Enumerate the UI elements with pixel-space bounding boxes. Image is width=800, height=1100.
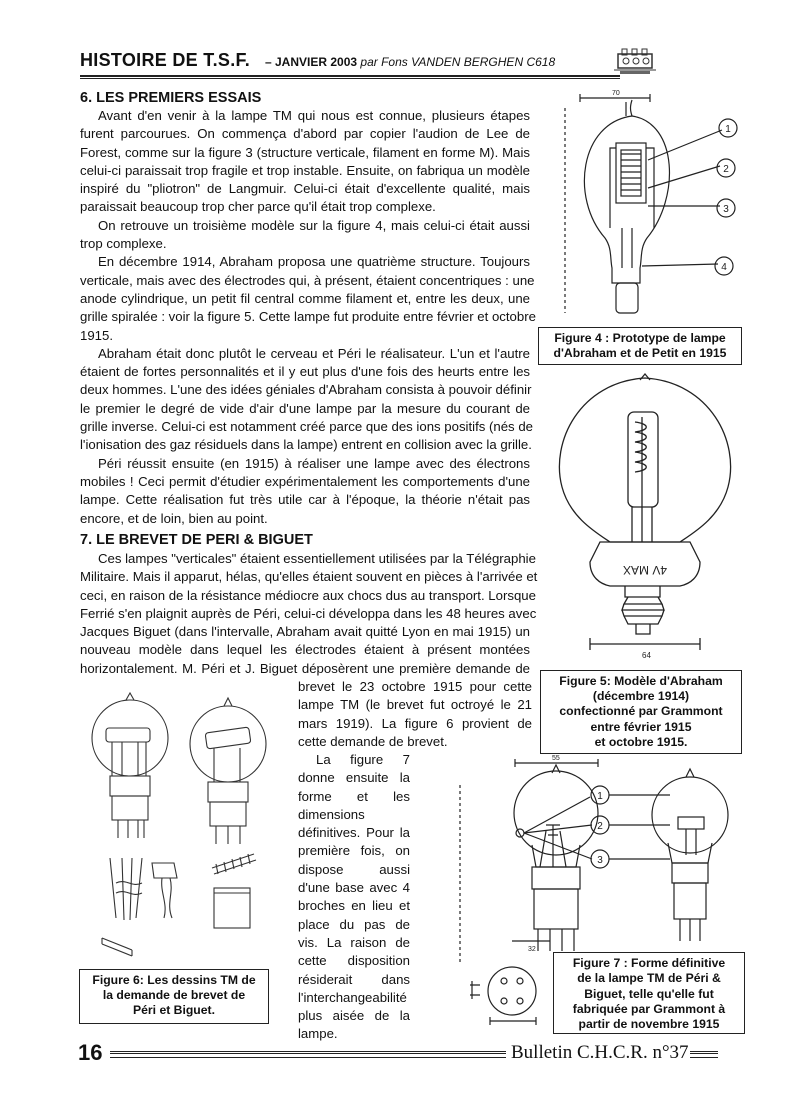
text-line: le premier le degré de vide d'air d'une lampe par la mesure du courant de [80,400,530,416]
figure-6-drawing [82,688,292,956]
figure-7-dim-base: 32 [528,946,536,953]
figure-4-callout-3: 3 [723,204,729,215]
text-line: donne ensuite la [298,770,410,786]
figure-7-callout-2: 2 [597,821,603,832]
section-7-body-narrow [298,678,532,751]
figure-5-base-label: 4V MAX [622,563,668,577]
section-6-body [80,107,536,528]
text-line: mars 1919). La figure 6 provient de [298,715,532,731]
header-subtitle [265,55,555,69]
section-7-title: 7. LE BREVET DE PERI & BIGUET [80,532,313,548]
footer-rule-left [110,1051,506,1058]
text-line: cette demande de brevet. [298,733,448,749]
text-line: La figure 7 [316,752,410,767]
text-line: lampe TM (le brevet fut octroyé le 21 [298,697,532,713]
section-7-body [80,550,538,678]
text-line: paraissait beaucoup trop cher parce qu'il était trop complexe. [80,199,436,215]
figure-4-callout-1: 1 [725,124,731,135]
text-line: cette disposition [298,953,410,969]
figure-6-caption [79,969,269,1024]
text-line: place du pas de [298,916,410,932]
figure-7-callout-3: 3 [597,855,603,866]
text-line: lampe. [298,1026,338,1042]
text-line: brevet le 23 octobre 1915 pour cette [298,679,532,694]
figure-4-drawing [540,88,750,328]
chcr-logo-icon [612,46,658,76]
figure-7-caption [553,952,745,1034]
text-line: Jacques Biguet (dans l'intervalle, Abraham avait quitté Lyon en mai 1915) un [80,624,530,640]
text-line: inspiré du "pliotron" de Langmuir. Celui-ci était d'excellente qualité, mais [80,181,530,197]
text-line: mobiles ! Ceci permit d'étudier expérimentalement les comportements d'une [80,473,530,489]
figure-5-caption-line: confectionné par Grammont [559,704,723,719]
section-7-body-column [298,751,410,1044]
figure-4-caption [538,327,742,365]
figure-4-dim: 70 [612,90,620,97]
figure-4-caption-line: d'Abraham et de Petit en 1915 [553,346,727,360]
text-line: horizontalement. M. Péri et J. Biguet déposèrent une première demande de [80,660,530,676]
figure-6-caption-line: Péri et Biguet. [133,1003,215,1017]
text-line: 1915. [80,327,114,343]
text-line: Ferrié s'en plaignit auprès de Péri, celui-ci développa dans les 48 heures avec [80,605,537,621]
text-line: On retrouve un troisième modèle sur la figure 4, mais celui-ci était aussi [98,217,530,233]
text-line: plus aisée de la [298,1008,410,1024]
figure-5-dim: 64 [642,651,651,660]
header-title: HISTOIRE DE T.S.F. [80,50,251,70]
text-line: Abraham était donc plutôt le cerveau et Péri le réalisateur. L'un et l'autre [98,345,530,361]
text-line: Ces lampes "verticales" étaient essentiellement utilisées par la Télégraphie [98,551,536,566]
text-line: furent parcourues. On commença d'abord par copier l'audion de Lee de [80,126,530,142]
figure-7-dim-width: 55 [552,755,560,762]
page-number: 16 [78,1040,103,1065]
footer-rule-right [690,1051,718,1058]
text-line: En décembre 1914, Abraham proposa une quatrième structure. Toujours [98,254,530,270]
text-line: anode cylindrique, un petit fil central comme filament et, entre les deux, une [80,290,530,306]
text-line: lampe. Cette réalisation fut très utile car à l'époque, la théorie n'était pas [80,492,530,508]
text-line: vis. La raison de [298,934,410,950]
figure-4-callout-4: 4 [721,262,727,273]
text-line: l'ionisation des gaz résiduels dans la lampe) entrent en collision avec la grille. [80,437,532,453]
figure-7-caption-line: partir de novembre 1915 [578,1017,720,1032]
text-line: ceci, en raison de la résistance médiocre aux chocs dus au transport. Lorsque [80,587,536,603]
header-author: par Fons VANDEN BERGHEN C618 [360,55,556,69]
figure-5-caption-line: (décembre 1914) [592,689,690,704]
figure-5-caption-line: Figure 5: Modèle d'Abraham [559,674,723,688]
text-line: Avant d'en venir à la lampe TM qui nous est connue, plusieurs étapes [98,108,530,123]
text-line: étaient de fortes personnalités et il y eut plus d'une fois des heurts entre les [80,364,530,380]
text-line: verticale, mais avec des électrodes qui, à présent, étaient concentriques : une [80,272,535,288]
figure-7-callout-1: 1 [597,791,603,802]
figure-7-caption-line: de la lampe TM de Péri & [577,971,721,986]
header-issue: – JANVIER 2003 [265,55,361,69]
text-line: première fois, on [298,843,410,859]
text-line: grille spiralée : voir la figure 5. Cette lampe fut produite entre février et octobre [80,309,536,325]
figure-5-caption-line: et octobre 1915. [594,734,688,749]
text-line: broches en lieu et [298,898,410,914]
text-line: dimensions [298,806,365,822]
figure-5-caption-line: entre février 1915 [590,719,692,734]
figure-5-drawing [540,372,750,662]
section-6-title: 6. LES PREMIERS ESSAIS [80,90,262,106]
footer-bulletin: Bulletin C.H.C.R. n°37 [511,1042,689,1063]
figure-4-callout-2: 2 [723,164,729,175]
figure-4-caption-line: Figure 4 : Prototype de lampe [554,331,726,345]
figure-7-caption-line: Figure 7 : Forme définitive [572,956,726,970]
text-line: trop complexe. [80,236,167,252]
figure-6-caption-line: la demande de brevet de [102,988,246,1002]
text-line: résiderait dans [298,971,410,987]
text-line: forme et les [298,788,410,804]
text-line: grille inverse. Celui-ci est notamment créé parce que des ions positifs (nés de [80,419,533,435]
figure-6-caption-line: Figure 6: Les dessins TM de [92,973,256,987]
text-line: deux hommes. L'une des idées géniales d'Abraham consista à pouvoir définir [80,382,532,398]
text-line: celui-ci paraissait trop fragile et trop instable. Ensuite, on fabriqua un modèle [80,162,530,178]
text-line: dispose aussi [298,861,410,877]
text-line: d'une base avec 4 [298,880,410,896]
text-line: Péri réussit ensuite (en 1915) à réaliser une lampe avec des électrons [98,455,530,471]
text-line: Forest, comme sur la figure 3 (structure verticale, filament en forme M). Mais [80,144,530,160]
page-footer [78,1040,718,1070]
text-line: nouveau modèle dans lequel les électrodes étaient à présent montées [80,642,530,658]
text-line: l'interchangeabilité [298,989,407,1005]
text-line: encore, et de loin, bien au point. [80,510,268,526]
text-line: Militaire. Mais il apparut, hélas, qu'elles étaient souvent en pièces à l'arrivée et [80,569,538,585]
text-line: définitives. Pour la [298,825,410,841]
figure-7-caption-line: fabriquée par Grammont à [572,1001,726,1016]
figure-5-caption [540,670,742,754]
figure-7-caption-line: Biguet, telle qu'elle fut [584,986,714,1001]
header-rule [80,75,620,79]
